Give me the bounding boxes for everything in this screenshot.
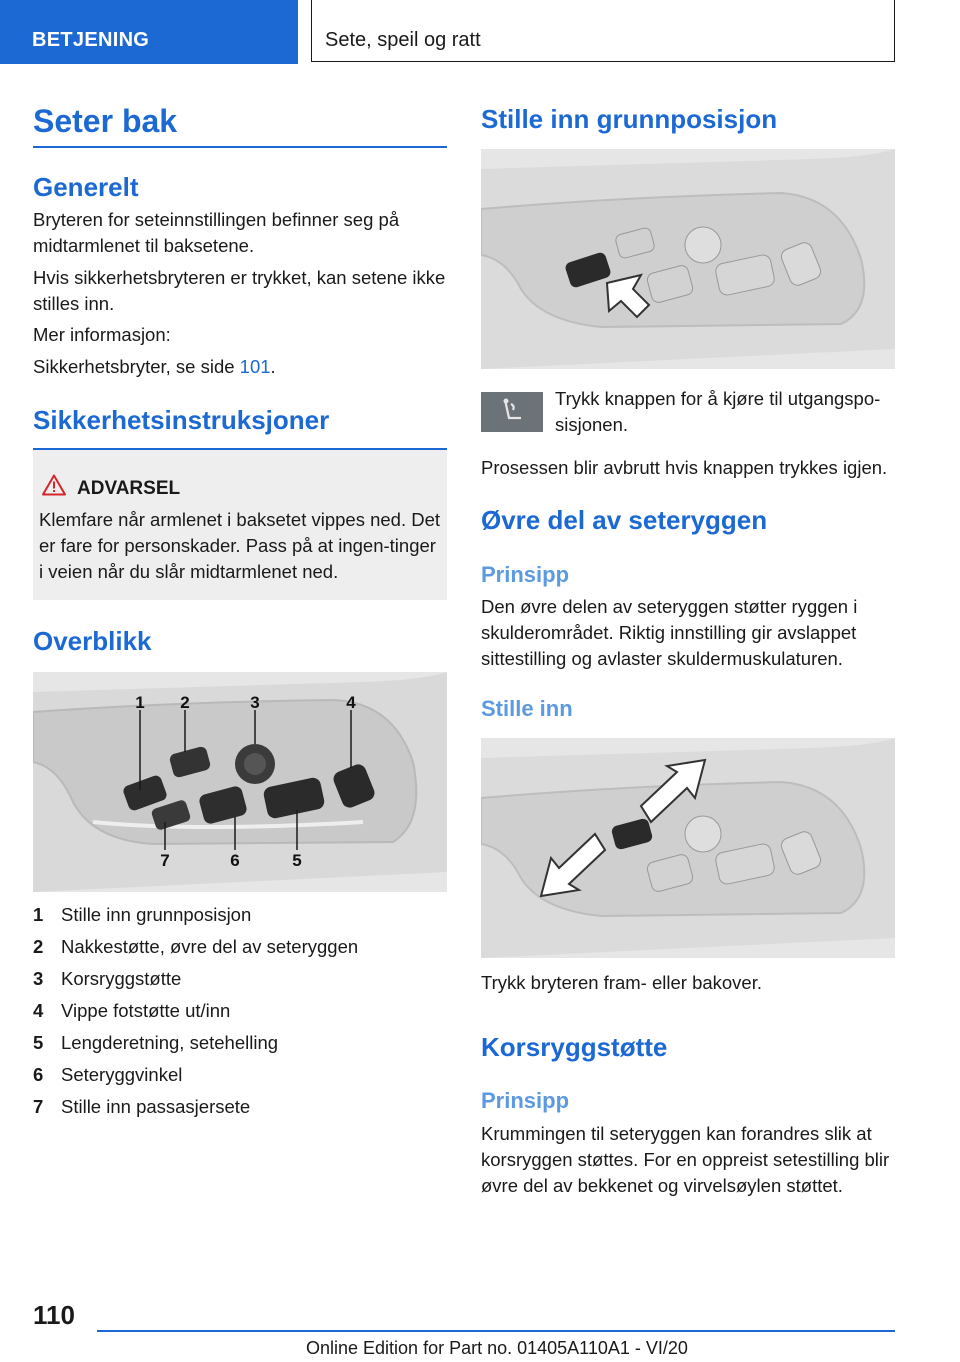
legend-text: Korsryggstøtte	[61, 968, 182, 989]
upper-principle-text: Den øvre delen av seteryggen støtter ryggen i skulderområdet. Riktig innstilling gir avslappet sittestilling og avlaster skuldermuskulaturen.	[481, 596, 858, 669]
general-heading: Generelt	[33, 172, 139, 202]
legend-text: Seteryggvinkel	[61, 1064, 183, 1085]
warning-box	[33, 450, 447, 600]
seat-basic-position-icon	[481, 392, 543, 432]
callout-2: 2	[180, 693, 190, 712]
legend-text: Nakkestøtte, øvre del av seteryggen	[61, 936, 359, 957]
general-paragraph-2: Hvis sikkerhetsbryteren er trykket, kan setene ikke stilles inn.	[33, 267, 446, 314]
lumbar-heading: Korsryggstøtte	[481, 1032, 668, 1062]
legend-number: 7	[33, 1096, 44, 1117]
page-title: Seter bak	[33, 103, 178, 139]
page-reference-link[interactable]: 101	[239, 356, 271, 377]
general-paragraph-1: Bryteren for seteinnstillingen befinner seg på midtarmlenet til baksetene.	[33, 209, 400, 256]
warning-text: Klemfare når armlenet i baksetet vippes ned. Det er fare for personskader. Pass på at ingen-tinger i veien når du slår midtarmlenet ned.	[39, 509, 441, 582]
safety-heading: Sikkerhetsinstruksjoner	[33, 405, 330, 435]
upper-principle-heading: Prinsipp	[481, 562, 570, 587]
footer-edition: Online Edition for Part no. 01405A110A1 - VI/20	[306, 1338, 688, 1358]
upper-backrest-heading: Øvre del av seteryggen	[481, 505, 768, 535]
warning-title: ADVARSEL	[77, 478, 181, 499]
basic-position-image	[481, 149, 895, 369]
legend-number: 4	[33, 1000, 44, 1021]
upper-adjust-text: Trykk bryteren fram- eller bakover.	[481, 972, 763, 993]
header-chapter-box	[311, 0, 895, 62]
legend-text: Stille inn grunnposisjon	[61, 904, 252, 925]
callout-4: 4	[346, 693, 356, 712]
legend-text: Vippe fotstøtte ut/inn	[61, 1000, 231, 1021]
basic-position-note: Prosessen blir avbrutt hvis knappen trykkes igjen.	[481, 457, 888, 478]
lumbar-principle-heading: Prinsipp	[481, 1088, 570, 1113]
lumbar-principle-text: Krummingen til seteryggen kan forandres slik at korsryggen støttes. For en oppreist setestilling blir øvre del av bekkenet og virvelsøylen støttet.	[481, 1123, 890, 1196]
legend-text: Stille inn passasjersete	[61, 1096, 251, 1117]
page-number: 110	[33, 1300, 75, 1330]
general-paragraph-3: Mer informasjon:	[33, 324, 171, 345]
callout-1: 1	[135, 693, 145, 712]
callout-5: 5	[292, 851, 302, 870]
warning-triangle-icon	[42, 474, 66, 496]
legend-number: 5	[33, 1032, 44, 1053]
overview-heading: Overblikk	[33, 626, 152, 656]
legend-number: 6	[33, 1064, 44, 1085]
legend-number: 2	[33, 936, 44, 957]
upper-adjust-heading: Stille inn	[481, 696, 573, 721]
legend-number: 1	[33, 904, 44, 925]
upper-backrest-adjust-image	[481, 738, 895, 958]
header-chapter-label: Sete, speil og ratt	[325, 29, 481, 51]
reference-suffix: .	[270, 356, 276, 377]
basic-position-instruction: Trykk knappen for å kjøre til utgangspo-sisjonen.	[555, 388, 881, 435]
basic-position-heading: Stille inn grunnposisjon	[481, 104, 778, 134]
title-rule	[33, 146, 447, 148]
legend-number: 3	[33, 968, 44, 989]
general-paragraph-4	[33, 354, 447, 380]
footer-rule	[97, 1330, 895, 1332]
header-section-label: BETJENING	[32, 29, 150, 51]
callout-6: 6	[230, 851, 240, 870]
callout-7: 7	[160, 851, 170, 870]
legend-text: Lengderetning, setehelling	[61, 1032, 279, 1053]
callout-3: 3	[250, 693, 260, 712]
reference-prefix: Sikkerhetsbryter, se side	[33, 356, 240, 377]
header-section-tab	[0, 0, 298, 64]
overview-controls-image	[33, 672, 447, 892]
